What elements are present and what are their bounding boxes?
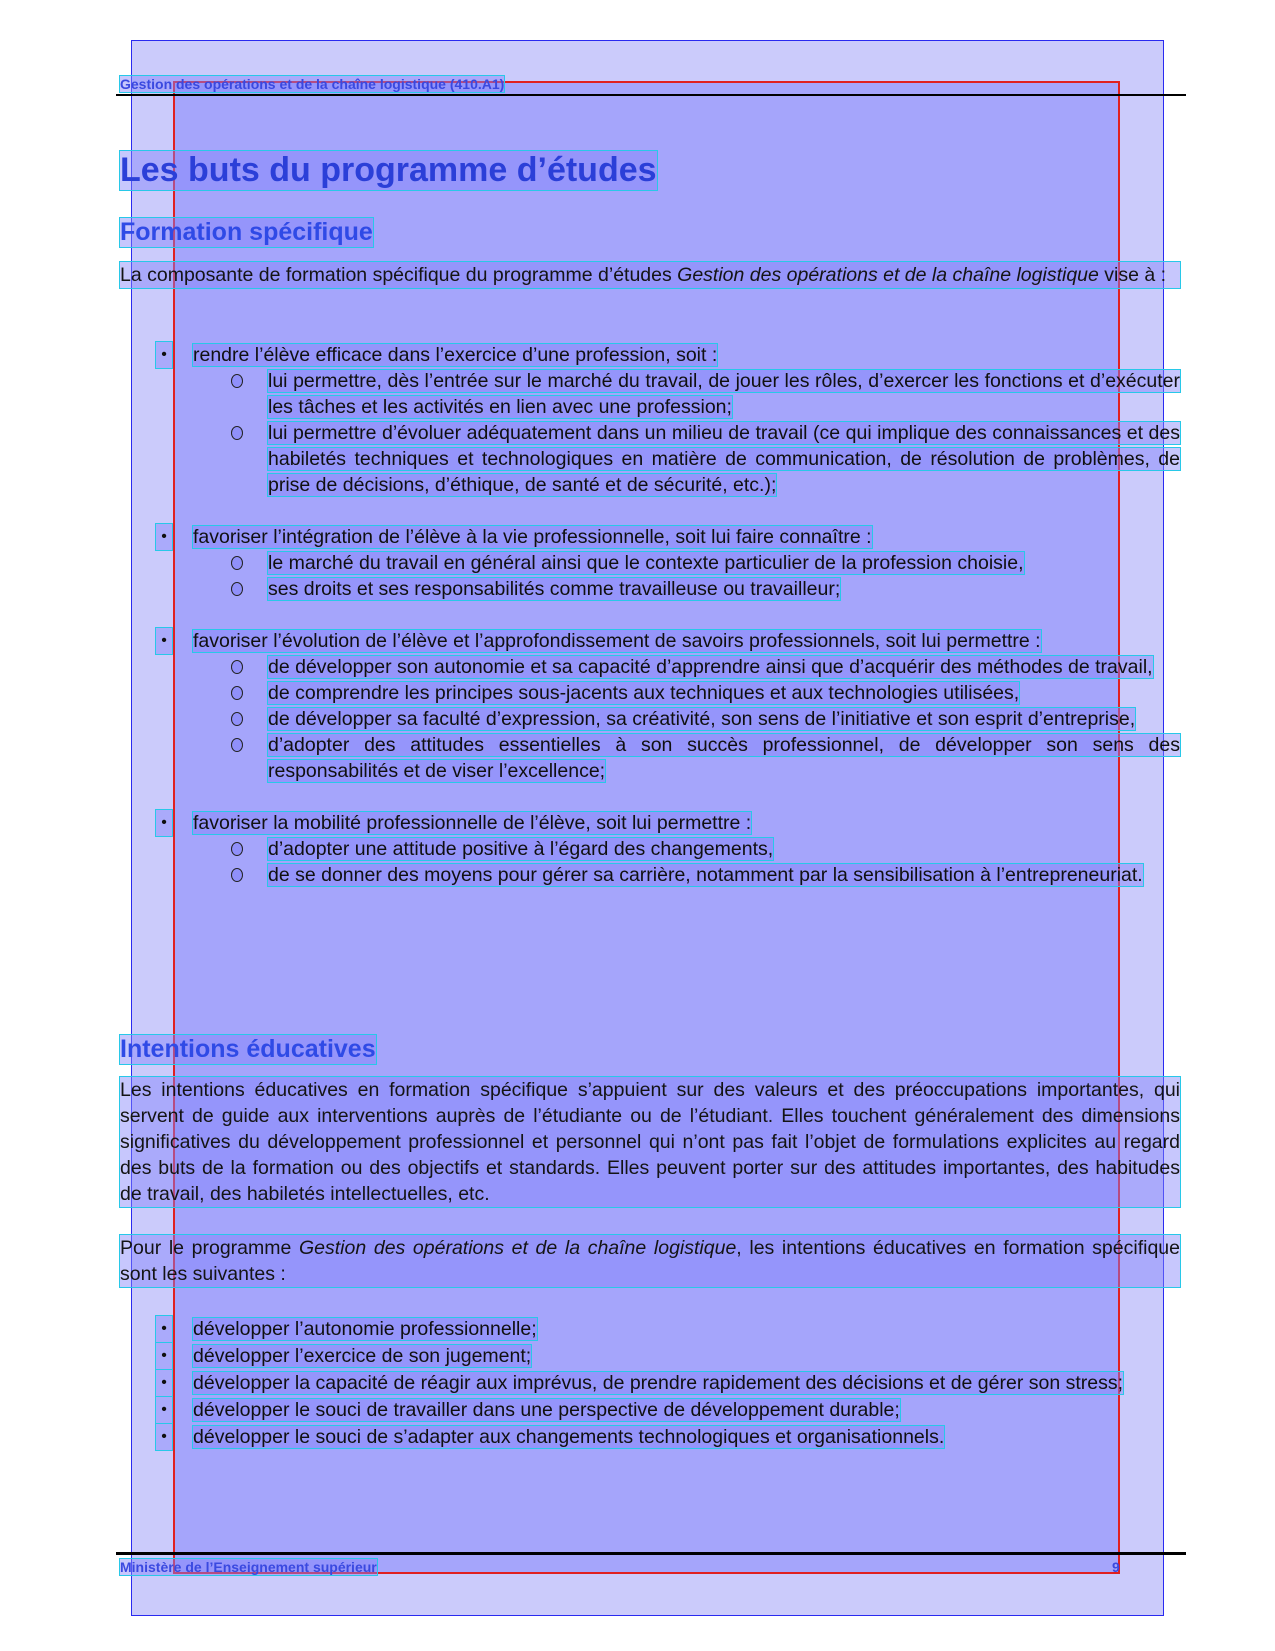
running-header: Gestion des opérations et de la chaîne logistique (410.A1)	[120, 76, 505, 92]
goal-item	[120, 810, 1180, 836]
intentions-paragraph-2: Pour le programme Gestion des opérations et de la chaîne logistique, les intentions éducatives en formation spécifique sont les suivantes :	[120, 1237, 1180, 1285]
circle-bullet-icon	[231, 686, 243, 700]
circle-bullet-icon	[231, 556, 243, 570]
goal-subitem	[120, 654, 1180, 680]
goal-subitem-text: d’adopter une attitude positive à l’égard des changements,	[268, 838, 774, 860]
intention-text: développer l’exercice de son jugement;	[193, 1345, 532, 1367]
circle-bullet-icon	[231, 868, 243, 882]
intentions-list	[120, 1316, 1180, 1451]
bullet-icon: •	[156, 524, 172, 550]
circle-bullet-icon	[231, 712, 243, 726]
bullet-icon: •	[156, 1370, 172, 1396]
circle-bullet-icon	[231, 842, 243, 856]
goal-subitem	[120, 420, 1180, 498]
goal-subitem	[120, 862, 1180, 888]
page-number: 9	[1112, 1559, 1120, 1575]
goal-subitem-text: lui permettre d’évoluer adéquatement dans un milieu de travail (ce qui implique des connaissances et des habiletés techniques et technologiques en matière de communication, de résolution de problèmes, de prise de décisions, d’éthique, de santé et de sécurité, etc.);	[268, 422, 1180, 496]
header-rule	[116, 94, 1186, 96]
page-title: Les buts du programme d’études	[120, 151, 657, 189]
goal-subitem	[120, 706, 1180, 732]
goal-subitem	[120, 576, 1180, 602]
goal-label: favoriser l’intégration de l’élève à la vie professionnelle, soit lui faire connaître :	[193, 526, 872, 548]
goal-subitem-text: lui permettre, dès l’entrée sur le marché du travail, de jouer les rôles, d’exercer les fonctions et d’exécuter les tâches et les activités en lien avec une profession;	[268, 370, 1180, 418]
footer-rule	[116, 1552, 1186, 1555]
bullet-icon: •	[156, 810, 172, 836]
goal-subitem	[120, 368, 1180, 420]
intention-item	[120, 1424, 1180, 1450]
intentions-paragraph-1: Les intentions éducatives en formation spécifique s’appuient sur des valeurs et des préoccupations importantes, qui servent de guide aux interventions auprès de l’étudiante ou de l’étudiant. Elles touchent généralement des dimensions significatives du développement professionnel et personnel qui n’ont pas fait l’objet de formulations explicites au regard des buts de la formation ou des objectifs et standards. Elles peuvent porter sur des attitudes importantes, des habitudes de travail, des habiletés intellectuelles, etc.	[120, 1079, 1180, 1205]
bullet-icon: •	[156, 1424, 172, 1450]
circle-bullet-icon	[231, 374, 243, 388]
goal-item	[120, 342, 1180, 368]
goal-subitem-text: d’adopter des attitudes essentielles à son succès professionnel, de développer son sens des responsabilités et de viser l’excellence;	[268, 734, 1180, 782]
circle-bullet-icon	[231, 426, 243, 440]
formation-intro: La composante de formation spécifique du programme d’études Gestion des opérations et de la chaîne logistique vise à :	[120, 262, 1180, 288]
intention-item	[120, 1397, 1180, 1423]
intention-text: développer le souci de travailler dans une perspective de développement durable;	[193, 1399, 900, 1421]
goal-label: rendre l’élève efficace dans l’exercice d’une profession, soit :	[193, 344, 718, 366]
circle-bullet-icon	[231, 582, 243, 596]
intention-text: développer la capacité de réagir aux imprévus, de prendre rapidement des décisions et de gérer son stress;	[193, 1372, 1124, 1394]
goal-subitem	[120, 680, 1180, 706]
goal-label: favoriser la mobilité professionnelle de l’élève, soit lui permettre :	[193, 812, 752, 834]
goal-subitem-text: de se donner des moyens pour gérer sa carrière, notamment par la sensibilisation à l’entrepreneuriat.	[268, 864, 1143, 886]
intention-text: développer l’autonomie professionnelle;	[193, 1318, 537, 1340]
bullet-icon: •	[156, 1343, 172, 1369]
goal-item	[120, 628, 1180, 654]
goal-subitem-text: ses droits et ses responsabilités comme travailleuse ou travailleur;	[268, 578, 841, 600]
intention-item	[120, 1343, 1180, 1369]
goal-label: favoriser l’évolution de l’élève et l’approfondissement de savoirs professionnels, soit lui permettre :	[193, 630, 1041, 652]
bullet-icon: •	[156, 1397, 172, 1423]
intention-item	[120, 1370, 1180, 1396]
goal-subitem-text: de développer son autonomie et sa capacité d’apprendre ainsi que d’acquérir des méthodes de travail,	[268, 656, 1153, 678]
goal-subitem-text: de comprendre les principes sous-jacents aux techniques et aux technologies utilisées,	[268, 682, 1020, 704]
bullet-icon: •	[156, 1316, 172, 1342]
intention-text: développer le souci de s’adapter aux changements technologiques et organisationnels.	[193, 1426, 945, 1448]
goal-item	[120, 524, 1180, 550]
circle-bullet-icon	[231, 660, 243, 674]
goal-subitem-text: le marché du travail en général ainsi que le contexte particulier de la profession choisie,	[268, 552, 1024, 574]
bullet-icon: •	[156, 628, 172, 654]
goal-subitem-text: de développer sa faculté d’expression, sa créativité, son sens de l’initiative et son esprit d’entreprise,	[268, 708, 1136, 730]
circle-bullet-icon	[231, 738, 243, 752]
goals-list	[120, 342, 1180, 888]
bullet-icon: •	[156, 342, 172, 368]
goal-subitem	[120, 550, 1180, 576]
intention-item	[120, 1316, 1180, 1342]
section-heading-formation: Formation spécifique	[120, 218, 373, 246]
section-heading-intentions: Intentions éducatives	[120, 1035, 376, 1063]
goal-subitem	[120, 836, 1180, 862]
goal-subitem	[120, 732, 1180, 784]
running-footer: Ministère de l’Enseignement supérieur	[120, 1559, 377, 1575]
